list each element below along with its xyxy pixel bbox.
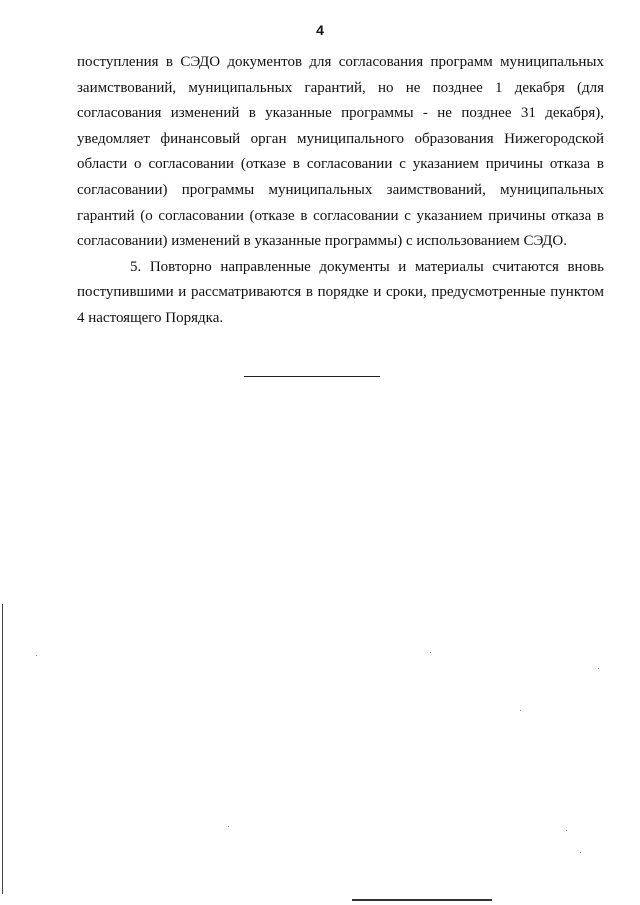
scan-speck bbox=[580, 852, 581, 853]
document-body bbox=[77, 50, 604, 332]
paragraph-continuation: поступления в СЭДО документов для согласования программ муниципальных заимствований, муниципальных гарантий, но не позднее 1 декабря (для согласования изменений в указанные программы - не позднее 31 декабря), уведомляет финансовый орган муниципального образования Нижегородской области о согласовании (отказе в согласовании с указанием причины отказа в согласовании) программы муниципальных заимствований, муниципальных гарантий (о согласовании (отказе в согласовании с указанием причины отказа в согласовании) изменений в указанные программы) с использованием СЭДО. bbox=[77, 54, 604, 250]
paragraph-item-5: 5. Повторно направленные документы и материалы считаются вновь поступившими и рассматриваются в порядке и сроки, предусмотренные пунктом 4 настоящего Порядка. bbox=[77, 258, 604, 326]
scan-speck bbox=[520, 710, 521, 711]
scan-speck bbox=[566, 830, 567, 831]
page-number: 4 bbox=[316, 22, 324, 38]
scan-bottom-mark bbox=[352, 899, 492, 901]
scan-speck bbox=[228, 826, 229, 827]
scan-speck bbox=[430, 652, 431, 653]
scan-speck bbox=[598, 668, 599, 669]
end-separator-line bbox=[244, 376, 380, 377]
scan-edge-mark bbox=[2, 604, 3, 894]
scan-speck bbox=[36, 655, 37, 656]
